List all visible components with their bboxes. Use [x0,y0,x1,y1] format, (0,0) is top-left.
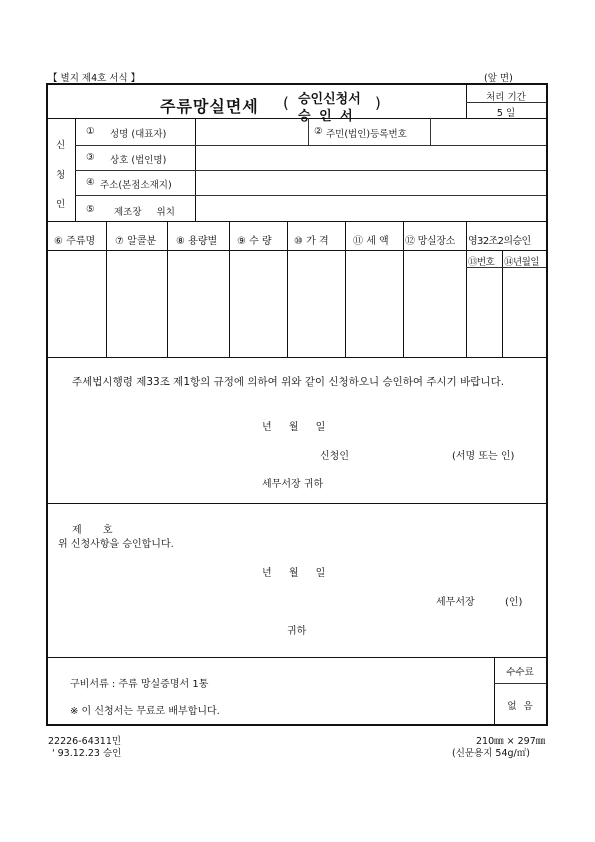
field-no-address: ④ [86,177,95,188]
form-code: 22226-64311민 [48,736,122,747]
field-no-regnum: ② [314,126,323,137]
fee-value: 없 음 [507,701,533,712]
processing-period-value: 5 일 [496,108,516,119]
field-label-address: 주소(본점소재지) [100,180,172,191]
address-input[interactable] [197,172,544,194]
approval-statement: 위 신청사항을 승인합니다. [58,539,174,550]
approval-seal: (인) [505,597,523,608]
approval-chief: 세무서장 [436,597,475,608]
field-label-regnum: 주민(법인)등록번호 [326,129,407,140]
regnum-input[interactable] [432,120,544,144]
col-approval-number: ⑬번호 [468,257,495,268]
field-no-name: ① [86,126,95,137]
col-tax: ⑪ 세 액 [353,236,389,247]
form-title: 주류망실면세 [160,97,259,116]
applicant-group-char-2: 청 [56,170,66,181]
applicant-group-char-1: 신 [56,140,66,151]
col-approval-date: ⑭년월일 [504,257,540,268]
processing-period-label: 처리 기간 [486,92,526,103]
fee-label: 수수료 [506,667,534,678]
field-label-company: 상호 (법인명) [110,155,167,166]
field-no-company: ③ [86,152,95,163]
approval-date: 년 월 일 [262,568,326,579]
col-liquor-name: ⑥ 주류명 [54,236,96,247]
paper-type: (신문용지 54g/㎡) [452,748,530,759]
free-distribution-note: ※ 이 신청서는 무료로 배부합니다. [70,706,220,717]
applicant-signature-label: 신청인 [320,451,349,462]
field-label-factory: 제조장 위치 [114,207,175,218]
approval-number: 제 호 [72,525,113,536]
page-side: (앞 면) [484,73,513,84]
col-alcohol: ⑦ 알콜분 [115,236,157,247]
title-paren-open: ( [283,94,289,112]
approval-to: 귀하 [287,626,307,637]
col-loss-place: ⑫ 망실장소 [405,236,456,247]
required-documents: 구비서류 : 주류 망실증명서 1통 [70,679,209,690]
paper-size: 210㎜ × 297㎜ [476,736,546,747]
request-statement: 주세법시행령 제33조 제1항의 규정에 의하여 위와 같이 신청하오니 승인하여 주시기 바랍니다. [72,376,505,388]
col-approval: 영32조2의승인 [468,236,531,247]
title-option-approval: 승 인 서 [298,109,355,124]
applicant-group-char-3: 인 [56,199,66,210]
form-number: 【 별지 제4호 서식 】 [48,73,141,84]
col-quantity: ⑨ 수 량 [237,236,272,247]
col-price: ⑩ 가 격 [294,236,329,247]
approval-date-note: ' 93.12.23 승인 [52,748,122,759]
field-no-factory: ⑤ [86,204,95,215]
factory-location-input[interactable] [197,197,544,219]
request-addressee: 세무서장 귀하 [262,479,324,490]
request-date: 년 월 일 [262,422,326,433]
signature-note: (서명 또는 인) [452,451,515,462]
name-input[interactable] [197,120,307,144]
field-label-name: 성명 (대표자) [110,129,167,140]
title-option-application: 승인신청서 [298,92,361,107]
col-volume: ⑧ 용량별 [176,236,218,247]
company-input[interactable] [197,147,544,169]
title-paren-close: ) [375,94,381,112]
